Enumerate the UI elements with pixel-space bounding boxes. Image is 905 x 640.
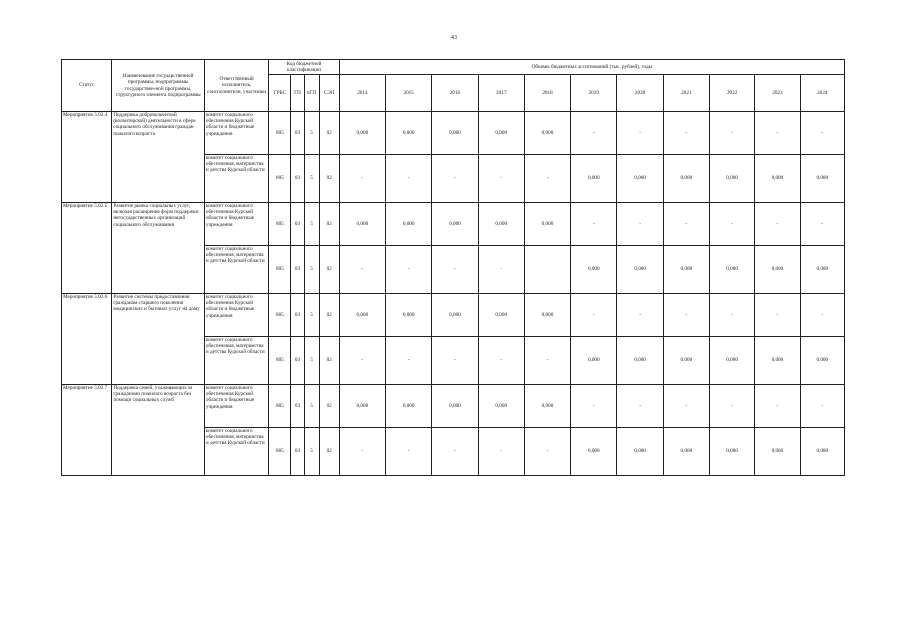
header-executor: Ответственный исполнитель, соисполнители, участники	[204, 60, 268, 112]
value-cell: -	[617, 203, 663, 246]
value-cell: -	[709, 294, 754, 337]
value-cell: 0,000	[755, 337, 800, 385]
value-cell: 0,000	[386, 112, 432, 155]
value-cell: 0,000	[571, 428, 617, 476]
value-cell: 0,000	[800, 246, 844, 294]
value-cell: -	[617, 112, 663, 155]
value-cell: 0,000	[571, 155, 617, 203]
value-cell: 0,000	[339, 385, 385, 428]
table-row	[62, 385, 845, 428]
value-cell: -	[339, 246, 385, 294]
header-year-2017: 2017	[478, 75, 524, 112]
table-row	[62, 203, 845, 246]
value-cell: -	[617, 385, 663, 428]
code-cell: 805	[269, 203, 291, 246]
value-cell: -	[571, 203, 617, 246]
executor-cell: комитет социального обеспечения Курской области и бюджетные учреждения	[204, 385, 268, 428]
value-cell: 0,000	[339, 294, 385, 337]
code-cell: 805	[269, 385, 291, 428]
value-cell: 0,000	[432, 294, 478, 337]
value-cell	[524, 246, 570, 294]
value-cell: 0,000	[478, 203, 524, 246]
header-status: Статус	[62, 60, 112, 112]
header-name: Наименование государственной программы, подпрограммы государствен-ной программы, структурного элемента подпрограммы	[112, 60, 205, 112]
value-cell: -	[478, 428, 524, 476]
value-cell: 0,000	[617, 246, 663, 294]
value-cell: 0,000	[432, 112, 478, 155]
header-volume-group: Объемы бюджетных ассигнований (тыс. рублей), годы	[339, 60, 844, 75]
value-cell: -	[709, 112, 754, 155]
code-cell: 03	[291, 203, 304, 246]
measure-name: Поддержка добровольческой (волонтерской) деятельности в сфере социального обслуживания граждан пожилого возраста	[112, 112, 205, 203]
value-cell: -	[478, 155, 524, 203]
value-cell: 0,000	[524, 112, 570, 155]
value-cell: 0,000	[478, 294, 524, 337]
code-cell: 5	[304, 428, 319, 476]
code-cell: 5	[304, 385, 319, 428]
budget-table	[61, 59, 845, 476]
value-cell: -	[755, 385, 800, 428]
value-cell: 0,000	[617, 155, 663, 203]
value-cell: -	[617, 294, 663, 337]
measure-name: Развитие рынка социальных услуг, включая расширение форм поддержки негосударственных организаций социального обслуживания	[112, 203, 205, 294]
code-cell: 03	[291, 385, 304, 428]
header-year-2021: 2021	[663, 75, 709, 112]
value-cell: 0,000	[524, 294, 570, 337]
value-cell: 0,000	[709, 428, 754, 476]
header-code-0: ГРБС	[269, 75, 291, 112]
value-cell: 0,000	[709, 155, 754, 203]
executor-cell: комитет социального обеспечения, материнства и детства Курской области	[204, 246, 268, 294]
value-cell: -	[432, 246, 478, 294]
header-year-2015: 2015	[386, 75, 432, 112]
code-cell: 03	[291, 112, 304, 155]
value-cell: -	[478, 337, 524, 385]
value-cell: 0,000	[617, 428, 663, 476]
value-cell: -	[800, 385, 844, 428]
code-cell: 02	[319, 385, 339, 428]
value-cell: 0,000	[800, 428, 844, 476]
executor-cell: комитет социального обеспечения, материнства и детства Курской области	[204, 337, 268, 385]
value-cell: 0,000	[386, 294, 432, 337]
value-cell: 0,000	[432, 203, 478, 246]
measure-status: Мероприятие 5.02.7	[62, 385, 112, 476]
value-cell: 0,000	[339, 112, 385, 155]
measure-name: Развитие системы предоставления гражданам старшего поколения медицинских и бытовых услуг на дому	[112, 294, 205, 385]
header-year-2014: 2014	[339, 75, 385, 112]
executor-cell: комитет социального обеспечения Курской области и бюджетные учреждения	[204, 112, 268, 155]
code-cell: 03	[291, 246, 304, 294]
header-code-group: Код бюджетной классификации	[269, 60, 339, 75]
value-cell: 0,000	[755, 155, 800, 203]
value-cell: -	[386, 246, 432, 294]
value-cell: -	[432, 337, 478, 385]
value-cell: -	[339, 428, 385, 476]
code-cell: 5	[304, 337, 319, 385]
code-cell: 03	[291, 337, 304, 385]
page-number: 43	[451, 35, 457, 41]
code-cell: 5	[304, 294, 319, 337]
measure-status: Мероприятие 5.02.6	[62, 294, 112, 385]
header-year-2022: 2022	[709, 75, 754, 112]
code-cell: 02	[319, 294, 339, 337]
header-code-2: пГП	[304, 75, 319, 112]
table-row	[62, 112, 845, 155]
value-cell: -	[755, 294, 800, 337]
value-cell: -	[800, 294, 844, 337]
value-cell: 0,000	[478, 112, 524, 155]
code-cell: 805	[269, 246, 291, 294]
header-year-2024: 2024	[800, 75, 844, 112]
value-cell: -	[663, 203, 709, 246]
value-cell: -	[571, 112, 617, 155]
executor-cell: комитет социального обеспечения, материнства и детства Курской области	[204, 155, 268, 203]
value-cell: 0,000	[339, 203, 385, 246]
table-header	[62, 60, 845, 112]
value-cell: -	[386, 155, 432, 203]
code-cell: 5	[304, 203, 319, 246]
value-cell: 0,000	[478, 385, 524, 428]
value-cell: -	[663, 385, 709, 428]
value-cell: -	[663, 294, 709, 337]
header-code-3: СЭП	[319, 75, 339, 112]
code-cell: 5	[304, 112, 319, 155]
code-cell: 03	[291, 155, 304, 203]
code-cell: 03	[291, 294, 304, 337]
table-row	[62, 294, 845, 337]
executor-cell: комитет социального обеспечения Курской области и бюджетные учреждения	[204, 203, 268, 246]
value-cell: 0,000	[571, 337, 617, 385]
code-cell: 805	[269, 428, 291, 476]
value-cell: 0,000	[755, 428, 800, 476]
value-cell: -	[432, 428, 478, 476]
value-cell: -	[524, 428, 570, 476]
code-cell: 02	[319, 246, 339, 294]
value-cell: -	[339, 337, 385, 385]
header-code-1: ГП	[291, 75, 304, 112]
measure-status: Мероприятие 5.02.5	[62, 203, 112, 294]
value-cell: -	[478, 246, 524, 294]
header-year-2023: 2023	[755, 75, 800, 112]
executor-cell: комитет социального обеспечения, материнства и детства Курской области	[204, 428, 268, 476]
value-cell: 0,000	[524, 385, 570, 428]
measure-status: Мероприятие 5.02.4	[62, 112, 112, 203]
header-year-2016: 2016	[432, 75, 478, 112]
value-cell: 0,000	[663, 155, 709, 203]
code-cell: 805	[269, 155, 291, 203]
value-cell: -	[571, 385, 617, 428]
code-cell: 5	[304, 246, 319, 294]
value-cell: 0,000	[386, 203, 432, 246]
value-cell: 0,000	[524, 203, 570, 246]
code-cell: 805	[269, 337, 291, 385]
value-cell: -	[755, 203, 800, 246]
code-cell: 805	[269, 112, 291, 155]
value-cell: -	[709, 203, 754, 246]
code-cell: 02	[319, 112, 339, 155]
measure-name: Поддержка семей, ухаживающих за гражданами пожилого возраста без помощи социальных служб	[112, 385, 205, 476]
code-cell: 5	[304, 155, 319, 203]
executor-cell: комитет социального обеспечения Курской области и бюджетные учреждения	[204, 294, 268, 337]
code-cell: 02	[319, 428, 339, 476]
value-cell: -	[755, 112, 800, 155]
value-cell: -	[709, 385, 754, 428]
value-cell: 0,000	[386, 385, 432, 428]
header-year-2018: 2018	[524, 75, 570, 112]
value-cell: 0,000	[709, 246, 754, 294]
value-cell: 0,000	[800, 337, 844, 385]
header-year-2020: 2020	[617, 75, 663, 112]
value-cell: 0,000	[663, 428, 709, 476]
value-cell: 0,000	[663, 337, 709, 385]
value-cell: -	[432, 155, 478, 203]
value-cell: -	[571, 294, 617, 337]
header-year-2019: 2019	[571, 75, 617, 112]
value-cell: -	[663, 112, 709, 155]
table-body	[62, 112, 845, 476]
value-cell: 0,000	[663, 246, 709, 294]
value-cell: 0,000	[432, 385, 478, 428]
code-cell: 02	[319, 203, 339, 246]
value-cell: 0,000	[617, 337, 663, 385]
value-cell: -	[524, 337, 570, 385]
value-cell: -	[339, 155, 385, 203]
code-cell: 02	[319, 155, 339, 203]
value-cell: -	[386, 337, 432, 385]
code-cell: 805	[269, 294, 291, 337]
value-cell: 0,000	[755, 246, 800, 294]
value-cell: -	[800, 112, 844, 155]
value-cell: -	[524, 155, 570, 203]
value-cell: 0,000	[800, 155, 844, 203]
value-cell: -	[386, 428, 432, 476]
value-cell: -	[800, 203, 844, 246]
code-cell: 03	[291, 428, 304, 476]
value-cell: 0,000	[571, 246, 617, 294]
value-cell: 0,000	[709, 337, 754, 385]
code-cell: 02	[319, 337, 339, 385]
